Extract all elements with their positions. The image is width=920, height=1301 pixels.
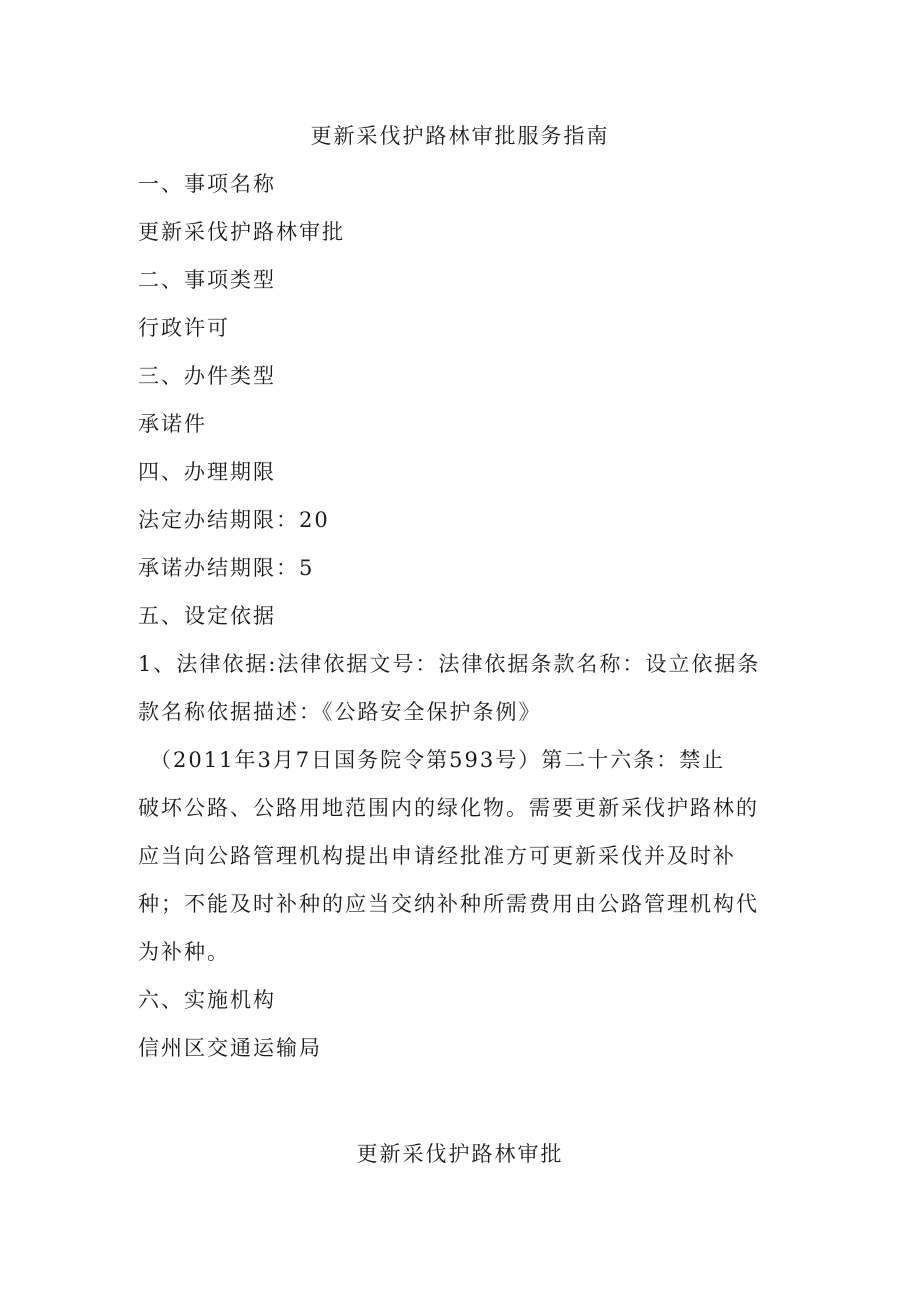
section-heading-legal-basis: 五、设定依据	[138, 604, 276, 628]
legal-basis-line-7: 为补种。	[138, 940, 230, 964]
footer-title: 更新采伐护路林审批	[356, 1142, 564, 1166]
legal-basis-line-4: 破坏公路、公路用地范围内的绿化物。需要更新采伐护路林的	[138, 796, 759, 820]
case-type-value: 承诺件	[138, 412, 207, 436]
document-title: 更新采伐护路林审批服务指南	[310, 124, 610, 148]
legal-basis-line-1: 1、法律依据:法律依据文号：法律依据条款名称：设立依据条	[138, 652, 761, 676]
section-heading-agency: 六、实施机构	[138, 988, 276, 1012]
section-heading-time-limit: 四、办理期限	[138, 460, 276, 484]
legal-basis-line-2: 款名称依据描述：《公路安全保护条例》	[138, 700, 542, 724]
legal-basis-line-5: 应当向公路管理机构提出申请经批准方可更新采伐并及时补	[138, 844, 736, 868]
section-heading-item-type: 二、事项类型	[138, 268, 276, 292]
legal-basis-line-6: 种；不能及时补种的应当交纳补种所需费用由公路管理机构代	[138, 892, 759, 916]
item-type-value: 行政许可	[138, 316, 230, 340]
legal-time-limit: 法定办结期限：20	[138, 508, 330, 532]
agency-value: 信州区交通运输局	[138, 1036, 322, 1060]
legal-basis-line-3: （2011年3月7日国务院令第593号）第二十六条：禁止	[150, 748, 726, 772]
item-name-value: 更新采伐护路林审批	[138, 220, 345, 244]
section-heading-case-type: 三、办件类型	[138, 364, 276, 388]
section-heading-item-name: 一、事项名称	[138, 172, 276, 196]
promised-time-limit: 承诺办结期限：5	[138, 556, 315, 580]
